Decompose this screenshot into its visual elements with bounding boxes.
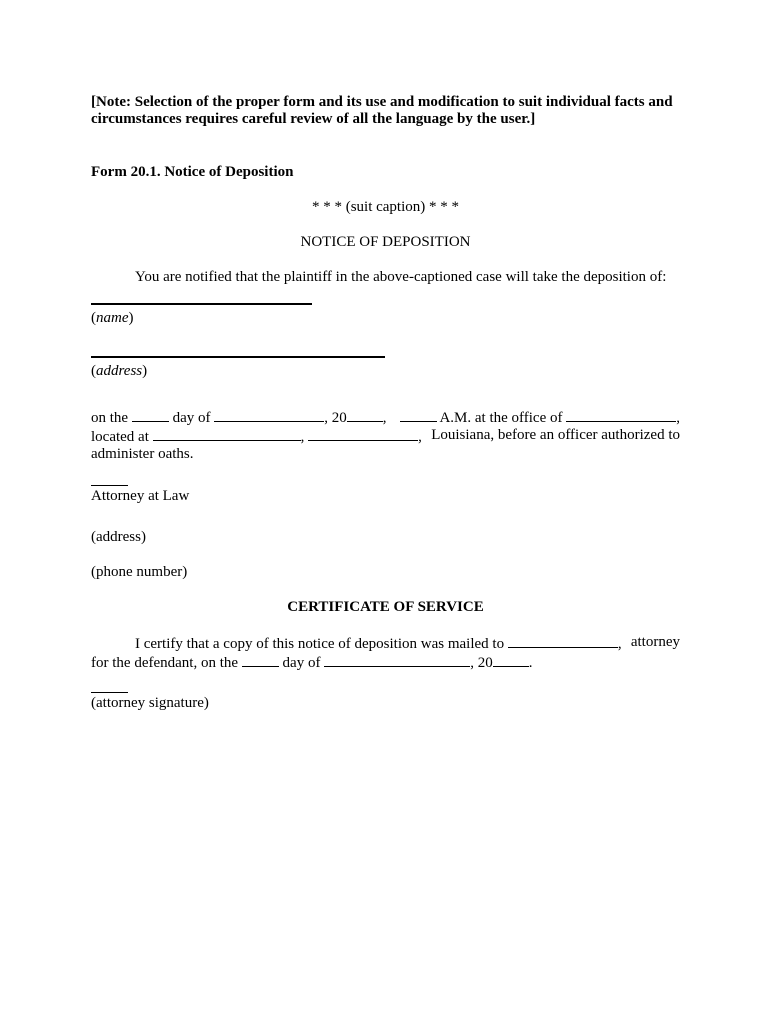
- attorney-phone: (phone number): [91, 564, 188, 580]
- cert-day-of-text: day of: [282, 655, 321, 671]
- am-office-text: A.M. at the office of: [439, 410, 563, 426]
- name-field-group: [91, 303, 680, 327]
- attorney-address: (address): [91, 529, 146, 545]
- schedule-line-2: [91, 427, 680, 446]
- certificate-line-1: [91, 634, 680, 653]
- signature-block: [91, 484, 680, 505]
- address-label-wrap: (address): [91, 363, 148, 379]
- cert-year-blank[interactable]: [493, 653, 529, 667]
- street-blank[interactable]: [153, 427, 301, 441]
- cert-year-prefix: 20: [477, 655, 493, 671]
- schedule-segment-location: located at , ,: [91, 429, 422, 445]
- administer-text: administer oaths.: [91, 446, 194, 462]
- year-blank[interactable]: [347, 408, 383, 422]
- cert-month-blank[interactable]: [324, 653, 470, 667]
- time-blank[interactable]: [400, 408, 437, 422]
- disclaimer-line-2: circumstances requires careful review of all the language by the user.]: [91, 111, 536, 127]
- disclaimer-line-1: [Note: Selection of the proper form and its use and modification to suit individual facts and: [91, 94, 673, 110]
- mailed-to-blank[interactable]: [508, 634, 618, 648]
- day-blank[interactable]: [132, 408, 169, 422]
- name-label: name: [96, 310, 129, 326]
- attorney-at-law: Attorney at Law: [91, 488, 190, 504]
- schedule-line-1: [91, 408, 680, 427]
- certificate-signature-block: [91, 691, 680, 712]
- schedule-paragraph: [91, 408, 680, 463]
- for-defendant-text: for the defendant, on the: [91, 655, 239, 671]
- certificate-heading: CERTIFICATE OF SERVICE: [287, 599, 484, 615]
- louisiana-text: Louisiana, before an officer authorized to: [431, 427, 680, 443]
- intro-paragraph: You are notified that the plaintiff in the above-captioned case will take the deposition of:: [135, 269, 667, 285]
- month-blank[interactable]: [214, 408, 324, 422]
- year-prefix: 20: [331, 410, 347, 426]
- address-field-group: [91, 356, 680, 380]
- schedule-segment-time: A.M. at the office of ,: [400, 408, 680, 427]
- name-blank-line[interactable]: [91, 303, 312, 305]
- disclaimer-note: [91, 94, 680, 128]
- name-label-wrap: (name): [91, 310, 134, 326]
- on-the-text: on the: [91, 410, 129, 426]
- certificate-line-2: for the defendant, on the day of , 20 .: [91, 655, 533, 671]
- cert-signature-line[interactable]: [91, 691, 128, 693]
- address-blank-line[interactable]: [91, 356, 385, 358]
- attorney-signature-label: (attorney signature): [91, 695, 209, 711]
- attorney-word: attorney: [630, 634, 680, 650]
- located-at-text: located at: [91, 429, 149, 445]
- city-blank[interactable]: [308, 427, 418, 441]
- cert-day-blank[interactable]: [242, 653, 279, 667]
- schedule-segment-day: on the day of , 20 ,: [91, 410, 387, 426]
- certify-text: I certify that a copy of this notice of deposition was mailed to: [135, 636, 505, 652]
- certify-segment: I certify that a copy of this notice of deposition was mailed to ,: [135, 636, 622, 652]
- day-of-text: day of: [172, 410, 211, 426]
- form-title: Form 20.1. Notice of Deposition: [91, 164, 294, 180]
- address-label: address: [96, 363, 143, 379]
- attorney-signature-line[interactable]: [91, 484, 128, 486]
- office-blank[interactable]: [566, 408, 676, 422]
- certificate-paragraph: [91, 634, 680, 672]
- suit-caption: * * * (suit caption) * * *: [311, 199, 460, 215]
- notice-heading: NOTICE OF DEPOSITION: [300, 234, 471, 250]
